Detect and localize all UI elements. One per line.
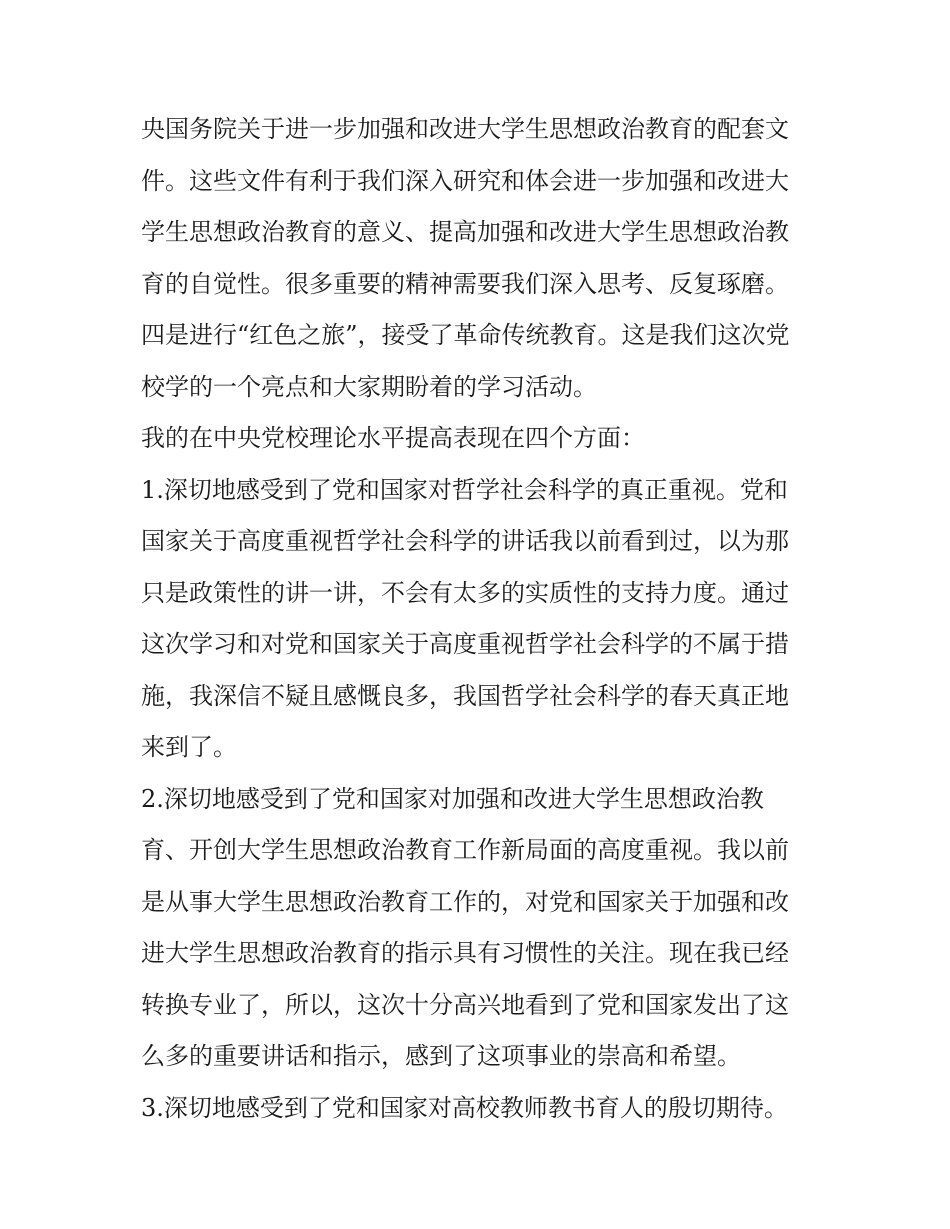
text-line: 转换专业了，所以，这次十分高兴地看到了党和国家发出了这 <box>141 990 789 1019</box>
text-line: 是从事大学生思想政治教育工作的，对党和国家关于加强和改 <box>141 887 789 916</box>
body-text <box>141 104 821 1134</box>
point-3-line: 3.深切地感受到了党和国家对高校教师教书育人的殷切期待。 <box>141 1093 788 1122</box>
text-line: 育、开创大学生思想政治教育工作新局面的高度重视。我以前 <box>141 836 789 864</box>
text-line: 只是政策性的讲一讲，不会有太多的实质性的支持力度。通过 <box>141 578 789 607</box>
text-line: 件。这些文件有利于我们深入研究和体会进一步加强和改进大 <box>141 166 789 195</box>
point-2-line: 2.深切地感受到了党和国家对加强和改进大学生思想政治教 <box>141 784 764 813</box>
text-line: 来到了。 <box>141 733 237 761</box>
point-1-line: 1.深切地感受到了党和国家对哲学社会科学的真正重视。党和 <box>141 475 788 504</box>
text-line: 进大学生思想政治教育的指示具有习惯性的关注。现在我已经 <box>141 939 789 967</box>
text-line: 四是进行“红色之旅”，接受了革命传统教育。这是我们这次党 <box>141 321 790 349</box>
text-line: 国家关于高度重视哲学社会科学的讲话我以前看到过，以为那 <box>141 527 789 555</box>
text-line: 校学的一个亮点和大家期盼着的学习活动。 <box>141 372 597 401</box>
text-line: 育的自觉性。很多重要的精神需要我们深入思考、反复琢磨。 <box>141 269 789 298</box>
text-line: 么多的重要讲话和指示，感到了这项事业的崇高和希望。 <box>141 1042 741 1070</box>
text-line: 施，我深信不疑且感慨良多，我国哲学社会科学的春天真正地 <box>141 681 789 710</box>
text-line: 学生思想政治教育的意义、提高加强和改进大学生思想政治教 <box>141 218 789 246</box>
text-line: 央国务院关于进一步加强和改进大学生思想政治教育的配套文 <box>141 115 789 143</box>
section-intro-line: 我的在中央党校理论水平提高表现在四个方面： <box>141 424 645 452</box>
text-line: 这次学习和对党和国家关于高度重视哲学社会科学的不属于措 <box>141 630 789 658</box>
